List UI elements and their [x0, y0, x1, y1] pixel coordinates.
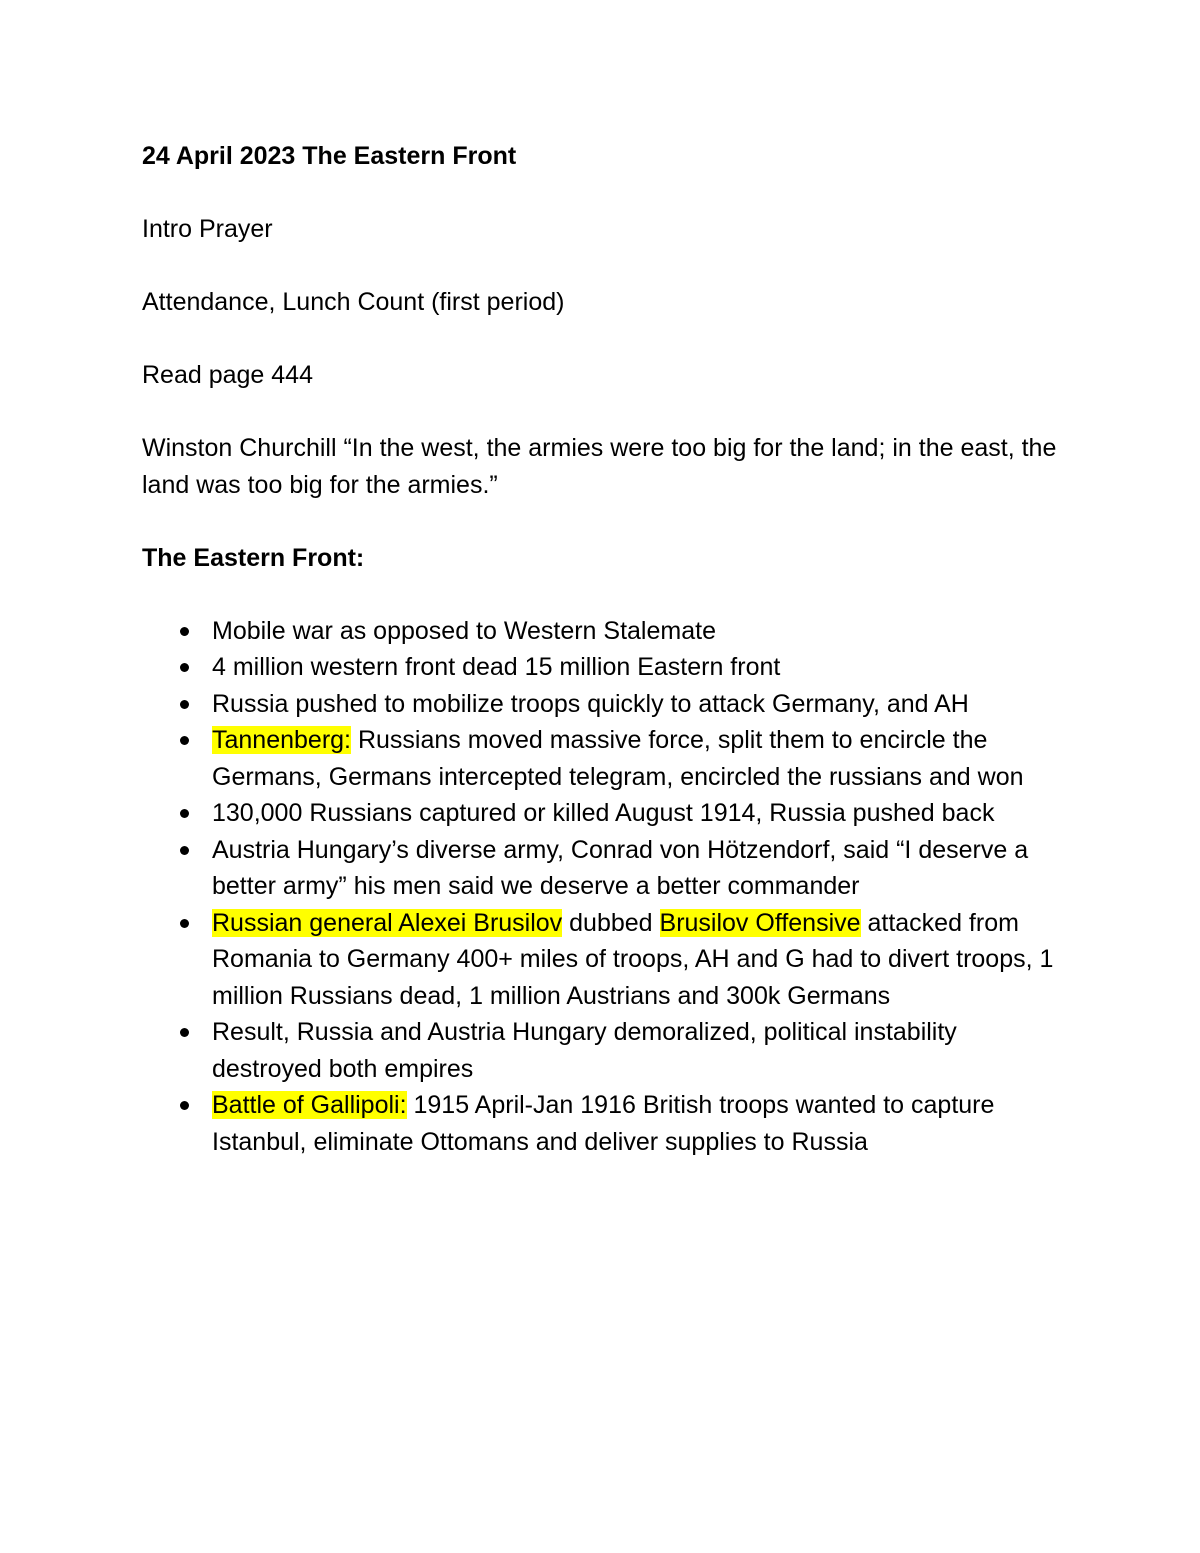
list-item	[142, 722, 1062, 795]
list-item	[142, 905, 1062, 1015]
line-attendance: Attendance, Lunch Count (first period)	[142, 288, 565, 316]
list-item-text: Russians moved massive force, split them to encircle the Germans, Germans intercepted telegram, encircled the russians and won	[212, 726, 1024, 791]
list-item	[142, 1014, 1062, 1087]
list-item	[142, 649, 1062, 686]
churchill-quote: Winston Churchill “In the west, the armies were too big for the land; in the east, the land was too big for the armies.”	[142, 434, 1057, 499]
bullet-dot-icon	[180, 627, 189, 636]
list-item-text: Austria Hungary’s diverse army, Conrad von Hötzendorf, said “I deserve a better army” his men said we deserve a better commander	[212, 835, 1029, 900]
highlighted-term: Russian general Alexei Brusilov	[212, 908, 563, 937]
document-title: 24 April 2023 The Eastern Front	[142, 142, 517, 170]
bullet-dot-icon	[180, 809, 189, 818]
highlighted-term: Brusilov Offensive	[659, 908, 861, 937]
list-item	[142, 686, 1062, 723]
document-page	[142, 138, 1062, 1160]
section-heading: The Eastern Front:	[142, 543, 365, 572]
list-item	[142, 1087, 1062, 1160]
line-intro-prayer: Intro Prayer	[142, 215, 273, 243]
list-item-text: 130,000 Russians captured or killed August 1914, Russia pushed back	[212, 799, 995, 827]
bullet-dot-icon	[180, 700, 189, 709]
list-item-text: attacked from Romania to Germany 400+ miles of troops, AH and G had to divert troops, 1 million Russians dead, 1 million Austrians and 300k Germans	[212, 908, 1054, 1010]
list-item	[142, 795, 1062, 832]
bullet-dot-icon	[180, 663, 189, 672]
bullet-dot-icon	[180, 1028, 189, 1037]
list-item-text: Mobile war as opposed to Western Stalemate	[212, 616, 716, 645]
list-item-text: 4 million western front dead 15 million Eastern front	[212, 653, 781, 681]
list-item	[142, 832, 1062, 905]
list-item-text: Russia pushed to mobilize troops quickly to attack Germany, and AH	[212, 689, 969, 718]
line-read-page: Read page 444	[142, 361, 313, 389]
list-item-text: Result, Russia and Austria Hungary demoralized, political instability destroyed both empires	[212, 1018, 957, 1083]
bullet-dot-icon	[180, 1101, 189, 1110]
bullet-list	[142, 613, 1062, 1161]
bullet-dot-icon	[180, 919, 189, 928]
list-item-text: dubbed	[562, 908, 660, 937]
list-item	[142, 613, 1062, 650]
bullet-dot-icon	[180, 736, 189, 745]
bullet-dot-icon	[180, 846, 189, 855]
highlighted-term: Tannenberg:	[212, 726, 352, 754]
highlighted-term: Battle of Gallipoli:	[212, 1091, 407, 1119]
list-item-text: 1915 April-Jan 1916 British troops wanted to capture Istanbul, eliminate Ottomans and deliver supplies to Russia	[212, 1091, 995, 1156]
